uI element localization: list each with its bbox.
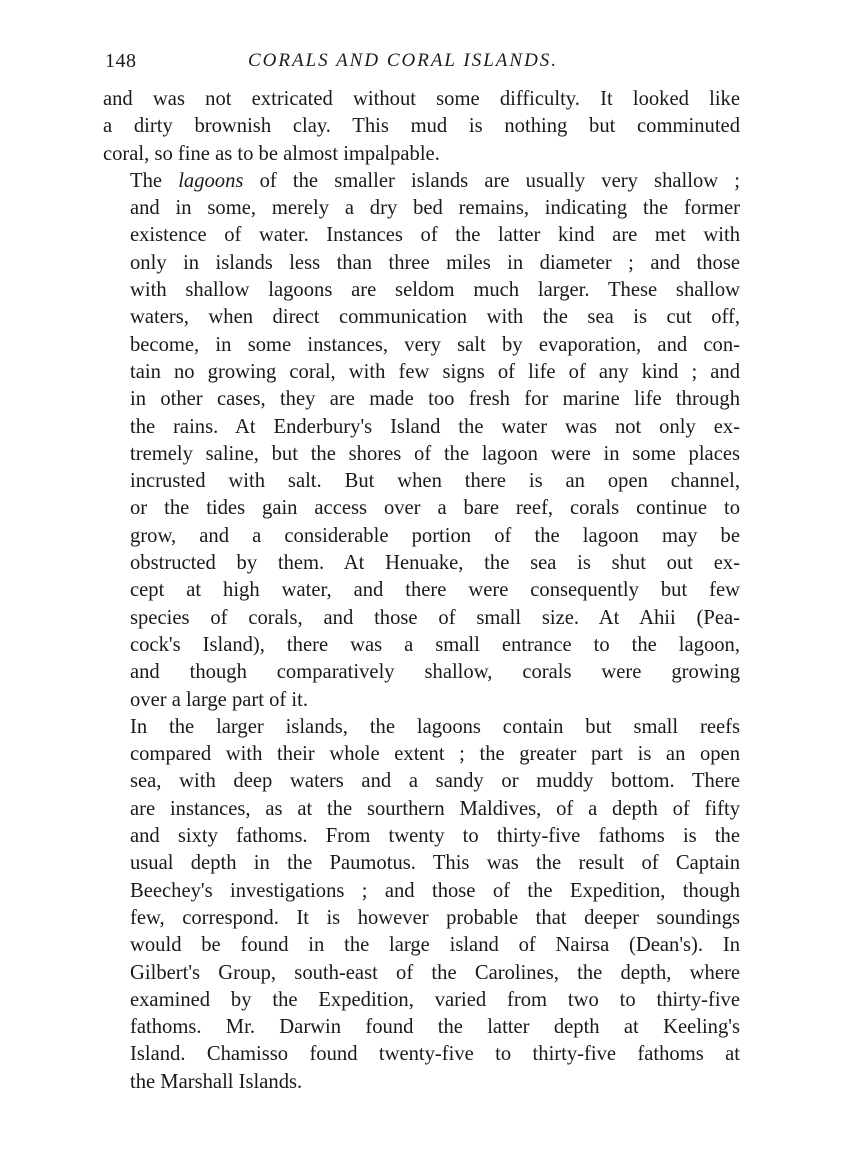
text-line: tain no growing coral, with few signs of life of any kind ; and: [130, 360, 740, 383]
text-line: or the tides gain access over a bare reef, corals continue to: [130, 497, 740, 520]
text-line: cept at high water, and there were consequently but few: [130, 579, 740, 602]
text-line: examined by the Expedition, varied from two to thirty-five: [130, 988, 740, 1011]
text-line: with shallow lagoons are seldom much larger. These shallow: [130, 279, 740, 302]
paragraph-2: [103, 168, 740, 714]
page-number: 148: [105, 50, 137, 72]
text-line: Beechey's investigations ; and those of the Expedition, though: [130, 879, 740, 902]
text-line: waters, when direct communication with the sea is cut off,: [130, 306, 740, 329]
text-line: incrusted with salt. But when there is an open channel,: [130, 470, 740, 493]
text-line: a dirty brownish clay. This mud is nothing but comminuted: [103, 115, 740, 138]
text-line: few, correspond. It is however probable that deeper soundings: [130, 906, 740, 929]
text-line: grow, and a considerable portion of the lagoon may be: [130, 524, 740, 547]
text-line: coral, so fine as to be almost impalpable.: [103, 142, 440, 165]
text-line: existence of water. Instances of the latter kind are met with: [130, 224, 740, 247]
text-line: compared with their whole extent ; the greater part is an open: [130, 743, 740, 766]
page-header: [103, 48, 740, 78]
text-line: The lagoons of the smaller islands are usually very shallow ;: [130, 169, 740, 192]
italic-term: lagoons: [178, 169, 244, 192]
text-line: and was not extricated without some difficulty. It looked like: [103, 88, 740, 110]
text-line: and sixty fathoms. From twenty to thirty-five fathoms is the: [130, 825, 740, 848]
text-line: are instances, as at the sourthern Maldives, of a depth of fifty: [130, 797, 740, 820]
text-line: fathoms. Mr. Darwin found the latter depth at Keeling's: [130, 1016, 740, 1039]
text-line: In the larger islands, the lagoons contain but small reefs: [130, 715, 740, 738]
book-page: [103, 48, 740, 1096]
body-text: [103, 86, 740, 1096]
text-line: species of corals, and those of small size. At Ahii (Pea-: [130, 606, 740, 629]
text-line: Island. Chamisso found twenty-five to thirty-five fathoms at: [130, 1043, 740, 1066]
text-line: obstructed by them. At Henuake, the sea is shut out ex-: [130, 552, 740, 575]
paragraph-1: [103, 86, 740, 168]
text-line: tremely saline, but the shores of the lagoon were in some places: [130, 442, 740, 465]
text-line: in other cases, they are made too fresh for marine life through: [130, 388, 740, 411]
text-line: cock's Island), there was a small entrance to the lagoon,: [130, 633, 740, 656]
text-line: Gilbert's Group, south-east of the Carolines, the depth, where: [130, 961, 740, 984]
text-line: the Marshall Islands.: [130, 1070, 303, 1093]
text-line: usual depth in the Paumotus. This was the result of Captain: [130, 852, 740, 875]
text-line: sea, with deep waters and a sandy or muddy bottom. There: [130, 770, 740, 793]
running-head: CORALS AND CORAL ISLANDS.: [248, 50, 559, 71]
text-line: would be found in the large island of Nairsa (Dean's). In: [130, 934, 740, 957]
text-line: and though comparatively shallow, corals were growing: [130, 661, 740, 684]
paragraph-3: [103, 714, 740, 1096]
text-line: the rains. At Enderbury's Island the water was not only ex-: [130, 415, 740, 438]
text-line: become, in some instances, very salt by evaporation, and con-: [130, 333, 740, 356]
text-line: and in some, merely a dry bed remains, indicating the former: [130, 197, 740, 220]
text-line: over a large part of it.: [130, 688, 309, 711]
text-line: only in islands less than three miles in diameter ; and those: [130, 251, 740, 274]
